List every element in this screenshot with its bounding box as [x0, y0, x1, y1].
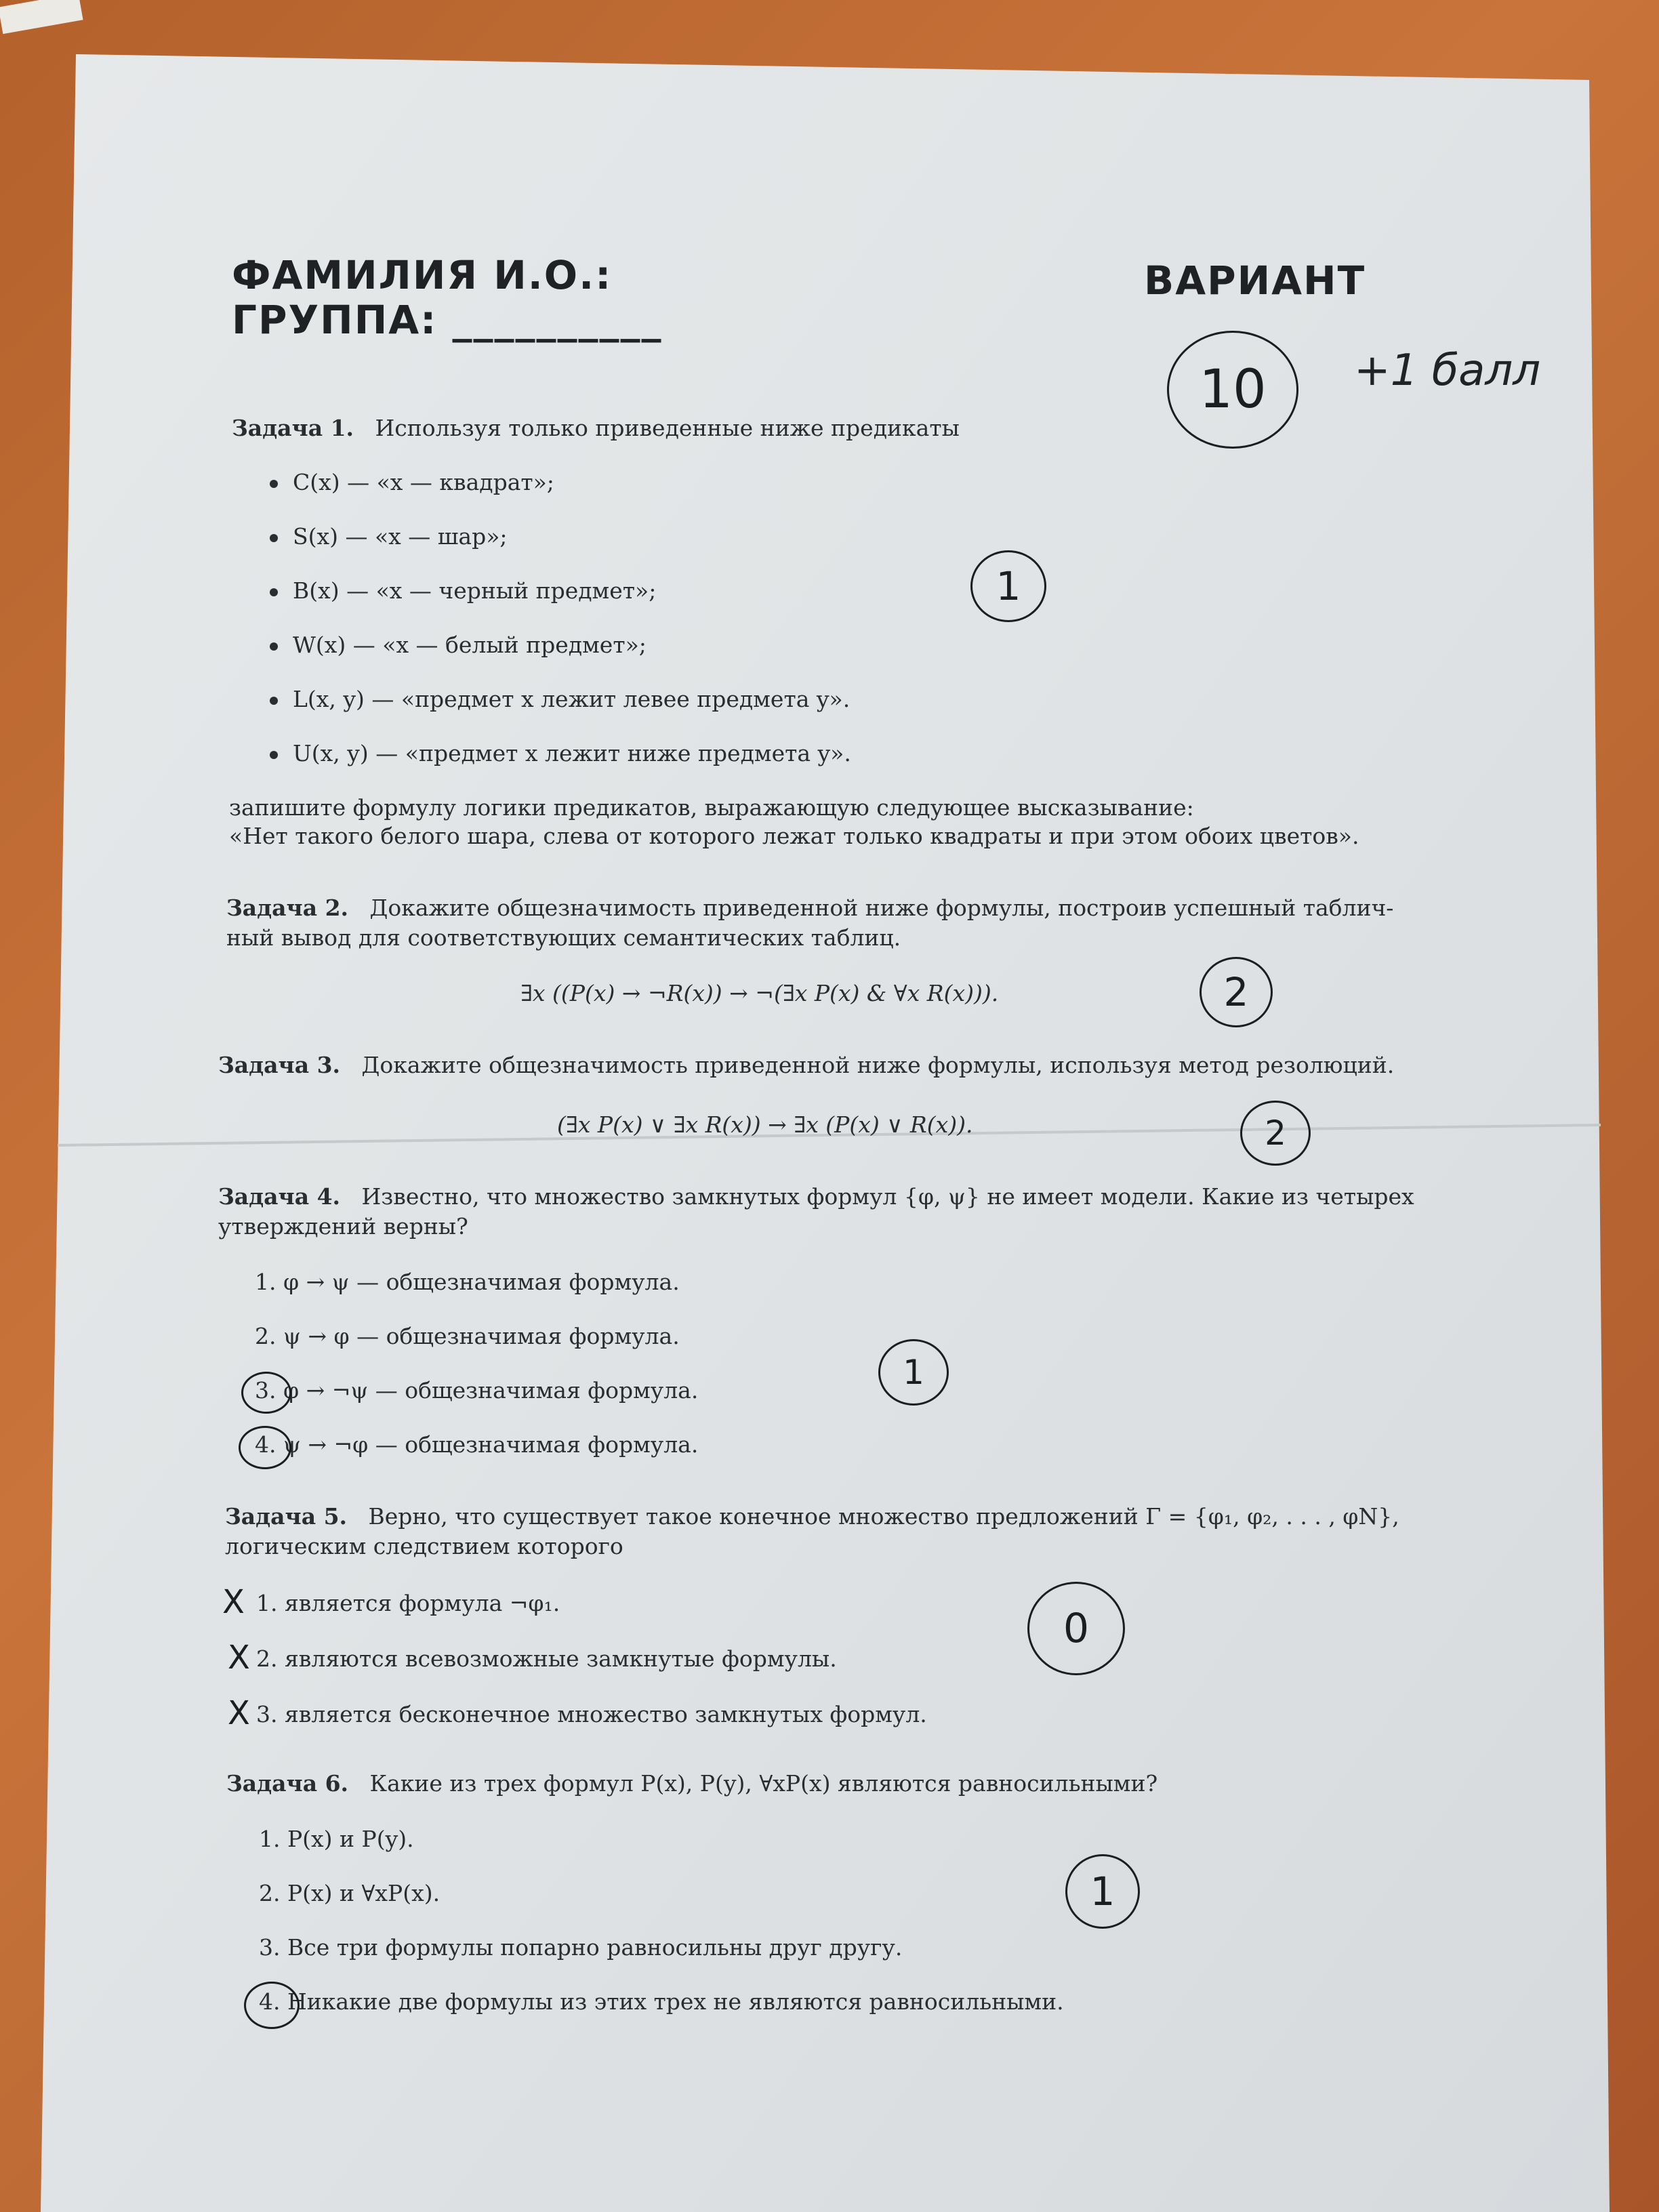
- task6-score-circle: [1065, 1854, 1140, 1929]
- bullet: [270, 751, 278, 759]
- task6-title: Задача 6.: [226, 1770, 349, 1797]
- task6-option: 4. Никакие две формулы из этих трех не являются равносильными.: [259, 1988, 1064, 2015]
- task4-text-line1: Известно, что множество замкнутых формул {φ, ψ} не имеет модели. Какие из четырех: [361, 1183, 1414, 1210]
- task1-statement: «Нет такого белого шара, слева от которого лежат только квадраты и при этом обоих цветов».: [229, 823, 1359, 849]
- task4-text-line2: утверждений верны?: [218, 1213, 468, 1240]
- task5-option: 3. является бесконечное множество замкнутых формул.: [256, 1701, 927, 1727]
- task1-score: 1: [996, 563, 1021, 609]
- task6-heading: [226, 1769, 1433, 1799]
- bullet: [270, 588, 278, 596]
- variant-number: 10: [1199, 359, 1267, 420]
- task5-score-circle: [1027, 1582, 1125, 1675]
- bonus-note: +1 балл: [1354, 346, 1541, 396]
- task6-score: 1: [1090, 1868, 1115, 1914]
- predicate-item: B(x) — «x — черный предмет»;: [270, 576, 656, 606]
- task4-option: 2. ψ → φ — общезначимая формула.: [255, 1323, 680, 1349]
- task5-text-line2: логическим следствием которого: [225, 1533, 623, 1559]
- task5-option: 1. является формула ¬φ₁.: [256, 1590, 560, 1616]
- task6-option: 2. P(x) и ∀xP(x).: [259, 1880, 441, 1906]
- task2-text-line2: ный вывод для соответствующих семантических таблиц.: [226, 924, 901, 951]
- task3-score: 2: [1265, 1113, 1286, 1153]
- predicate-item: U(x, y) — «предмет x лежит ниже предмета y».: [270, 739, 851, 769]
- task3-text: Докажите общезначимость приведенной ниже формулы, используя метод резолюций.: [361, 1052, 1395, 1078]
- task3-score-circle: [1240, 1101, 1311, 1166]
- task4-heading: [218, 1182, 1425, 1212]
- task4-score-circle: [878, 1339, 949, 1406]
- task2-text-line1: Докажите общезначимость приведенной ниже формулы, построив успешный таблич-: [369, 895, 1394, 921]
- answer-circle: [244, 1982, 300, 2029]
- predicate-item: W(x) — «x — белый предмет»;: [270, 630, 647, 660]
- task2-score: 2: [1223, 969, 1249, 1015]
- task4-score: 1: [903, 1353, 924, 1392]
- task5-option: 2. являются всевозможные замкнутые формулы.: [256, 1645, 837, 1672]
- cross-mark: X: [228, 1694, 250, 1732]
- task5-title: Задача 5.: [225, 1503, 348, 1530]
- task3-title: Задача 3.: [218, 1052, 341, 1078]
- bullet: [270, 697, 278, 705]
- task1-score-circle: [970, 550, 1046, 622]
- task3-heading: [218, 1050, 1425, 1080]
- task3-formula: (∃x P(x) ∨ ∃x R(x)) → ∃x (P(x) ∨ R(x)).: [557, 1111, 973, 1138]
- task6-option: 1. P(x) и P(y).: [259, 1826, 414, 1852]
- bullet: [270, 480, 278, 488]
- task2-title: Задача 2.: [226, 895, 349, 921]
- cross-mark: X: [222, 1583, 245, 1621]
- cross-mark: X: [228, 1639, 250, 1677]
- answer-circle: [241, 1372, 291, 1414]
- task4-option: 1. φ → ψ — общезначимая формула.: [255, 1269, 680, 1295]
- variant-label: ВАРИАНТ: [1144, 258, 1366, 304]
- task2-heading: [226, 893, 1433, 923]
- predicate-item: L(x, y) — «предмет x лежит левее предмета y».: [270, 684, 850, 714]
- task2-score-circle: [1200, 957, 1273, 1027]
- task4-option: 4. ψ → ¬φ — общезначимая формула.: [255, 1431, 699, 1458]
- answer-circle: [239, 1426, 291, 1469]
- task1-title: Задача 1.: [232, 415, 354, 441]
- task6-text: Какие из трех формул P(x), P(y), ∀xP(x) являются равносильными?: [369, 1770, 1158, 1797]
- name-label: ФАМИЛИЯ И.О.:: [232, 252, 613, 298]
- task6-option: 3. Все три формулы попарно равносильны друг другу.: [259, 1934, 903, 1961]
- bullet: [270, 534, 278, 542]
- predicate-item: S(x) — «x — шар»;: [270, 522, 508, 552]
- task5-score: 0: [1063, 1605, 1090, 1652]
- task4-option: 3. φ → ¬ψ — общезначимая формула.: [255, 1377, 699, 1404]
- task2-formula: ∃x ((P(x) → ¬R(x)) → ¬(∃x P(x) & ∀x R(x))).: [520, 980, 999, 1006]
- task1-intro: Используя только приведенные ниже предикаты: [375, 415, 960, 441]
- task1-heading: [232, 413, 1438, 443]
- group-label: ГРУППА: __________: [232, 297, 663, 343]
- task1-instruction: запишите формулу логики предикатов, выражающую следующее высказывание:: [229, 794, 1194, 821]
- task5-text-line1: Верно, что существует такое конечное множество предложений Γ = {φ₁, φ₂, . . . , φN},: [368, 1503, 1399, 1530]
- task5-heading: [225, 1502, 1431, 1532]
- bullet: [270, 642, 278, 651]
- predicate-item: C(x) — «x — квадрат»;: [270, 468, 554, 497]
- task4-title: Задача 4.: [218, 1183, 341, 1210]
